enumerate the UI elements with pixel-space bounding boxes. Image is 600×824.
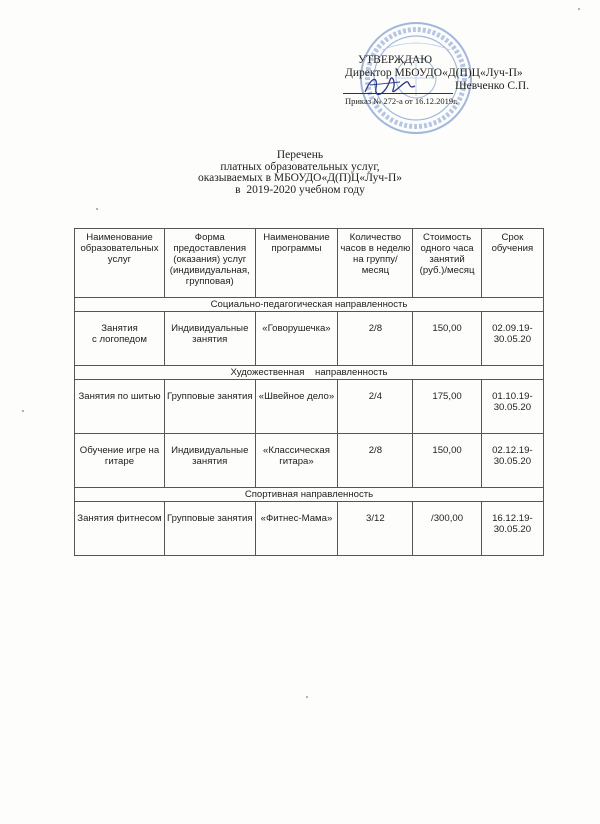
approval-signer: Шевченко С.П. <box>455 80 530 92</box>
cell-form: Индивидуальные занятия <box>164 312 255 366</box>
section-title: Спортивная направленность <box>75 488 544 502</box>
header-program: Наименование программы <box>255 229 338 298</box>
cell-term: 16.12.19-30.05.20 <box>481 502 543 556</box>
heading-line-4: в 2019-2020 учебном году <box>235 183 365 196</box>
cell-hours: 2/8 <box>338 434 413 488</box>
table-header-row <box>75 229 544 298</box>
table-row <box>75 380 544 434</box>
scan-speck <box>578 8 580 10</box>
cell-form: Индивидуальные занятия <box>164 434 255 488</box>
cell-form: Групповые занятия <box>164 502 255 556</box>
table-row <box>75 434 544 488</box>
header-form: Форма предоставления (оказания) услуг (индивидуальная, групповая) <box>164 229 255 298</box>
cell-hours: 2/8 <box>338 312 413 366</box>
header-service: Наименование образовательных услуг <box>75 229 165 298</box>
table-row <box>75 502 544 556</box>
section-title: Социально-педагогическая направленность <box>75 298 544 312</box>
cell-term: 02.09.19-30.05.20 <box>481 312 543 366</box>
heading-line-3: оказываемых в МБОУДО«Д(П)Ц«Луч-П» <box>197 172 403 184</box>
section-row <box>75 488 544 502</box>
cell-service: Обучение игре на гитаре <box>75 434 165 488</box>
heading-line-1: Перечень <box>276 149 324 161</box>
scan-speck <box>306 696 308 698</box>
cell-program: «Швейное дело» <box>255 380 338 434</box>
scan-speck <box>96 208 98 210</box>
cell-service: Занятия фитнесом <box>75 502 165 556</box>
header-hours: Количество часов в неделю на группу/месяц <box>338 229 413 298</box>
services-table <box>74 228 544 556</box>
header-term: Срок обучения <box>481 229 543 298</box>
cell-term: 01.10.19-30.05.20 <box>481 380 543 434</box>
document-heading <box>170 150 430 196</box>
approval-title: УТВЕРЖДАЮ <box>358 54 433 66</box>
cell-service: Занятия с логопедом <box>75 312 165 366</box>
cell-hours: 3/12 <box>338 502 413 556</box>
cell-cost: /300,00 <box>413 502 481 556</box>
scan-speck <box>22 410 24 412</box>
section-row <box>75 298 544 312</box>
section-title: Художественная направленность <box>75 366 544 380</box>
cell-form: Групповые занятия <box>164 380 255 434</box>
header-cost: Стоимость одного часа занятий (руб.)/месяц <box>413 229 481 298</box>
approval-order: Приказ № 272-а от 16.12.2019г. <box>345 96 458 106</box>
cell-program: «Фитнес-Мама» <box>255 502 338 556</box>
cell-program: «Классическая гитара» <box>255 434 338 488</box>
approval-director: Директор МБОУДО«Д(П)Ц«Луч-П» <box>345 67 523 79</box>
cell-cost: 175,00 <box>413 380 481 434</box>
cell-hours: 2/4 <box>338 380 413 434</box>
cell-term: 02.12.19-30.05.20 <box>481 434 543 488</box>
cell-cost: 150,00 <box>413 312 481 366</box>
cell-service: Занятия по шитью <box>75 380 165 434</box>
cell-cost: 150,00 <box>413 434 481 488</box>
heading-line-2: платных образовательных услуг, <box>220 160 380 173</box>
signature-line <box>343 93 453 94</box>
section-row <box>75 366 544 380</box>
cell-program: «Говорушечка» <box>255 312 338 366</box>
table-row <box>75 312 544 366</box>
